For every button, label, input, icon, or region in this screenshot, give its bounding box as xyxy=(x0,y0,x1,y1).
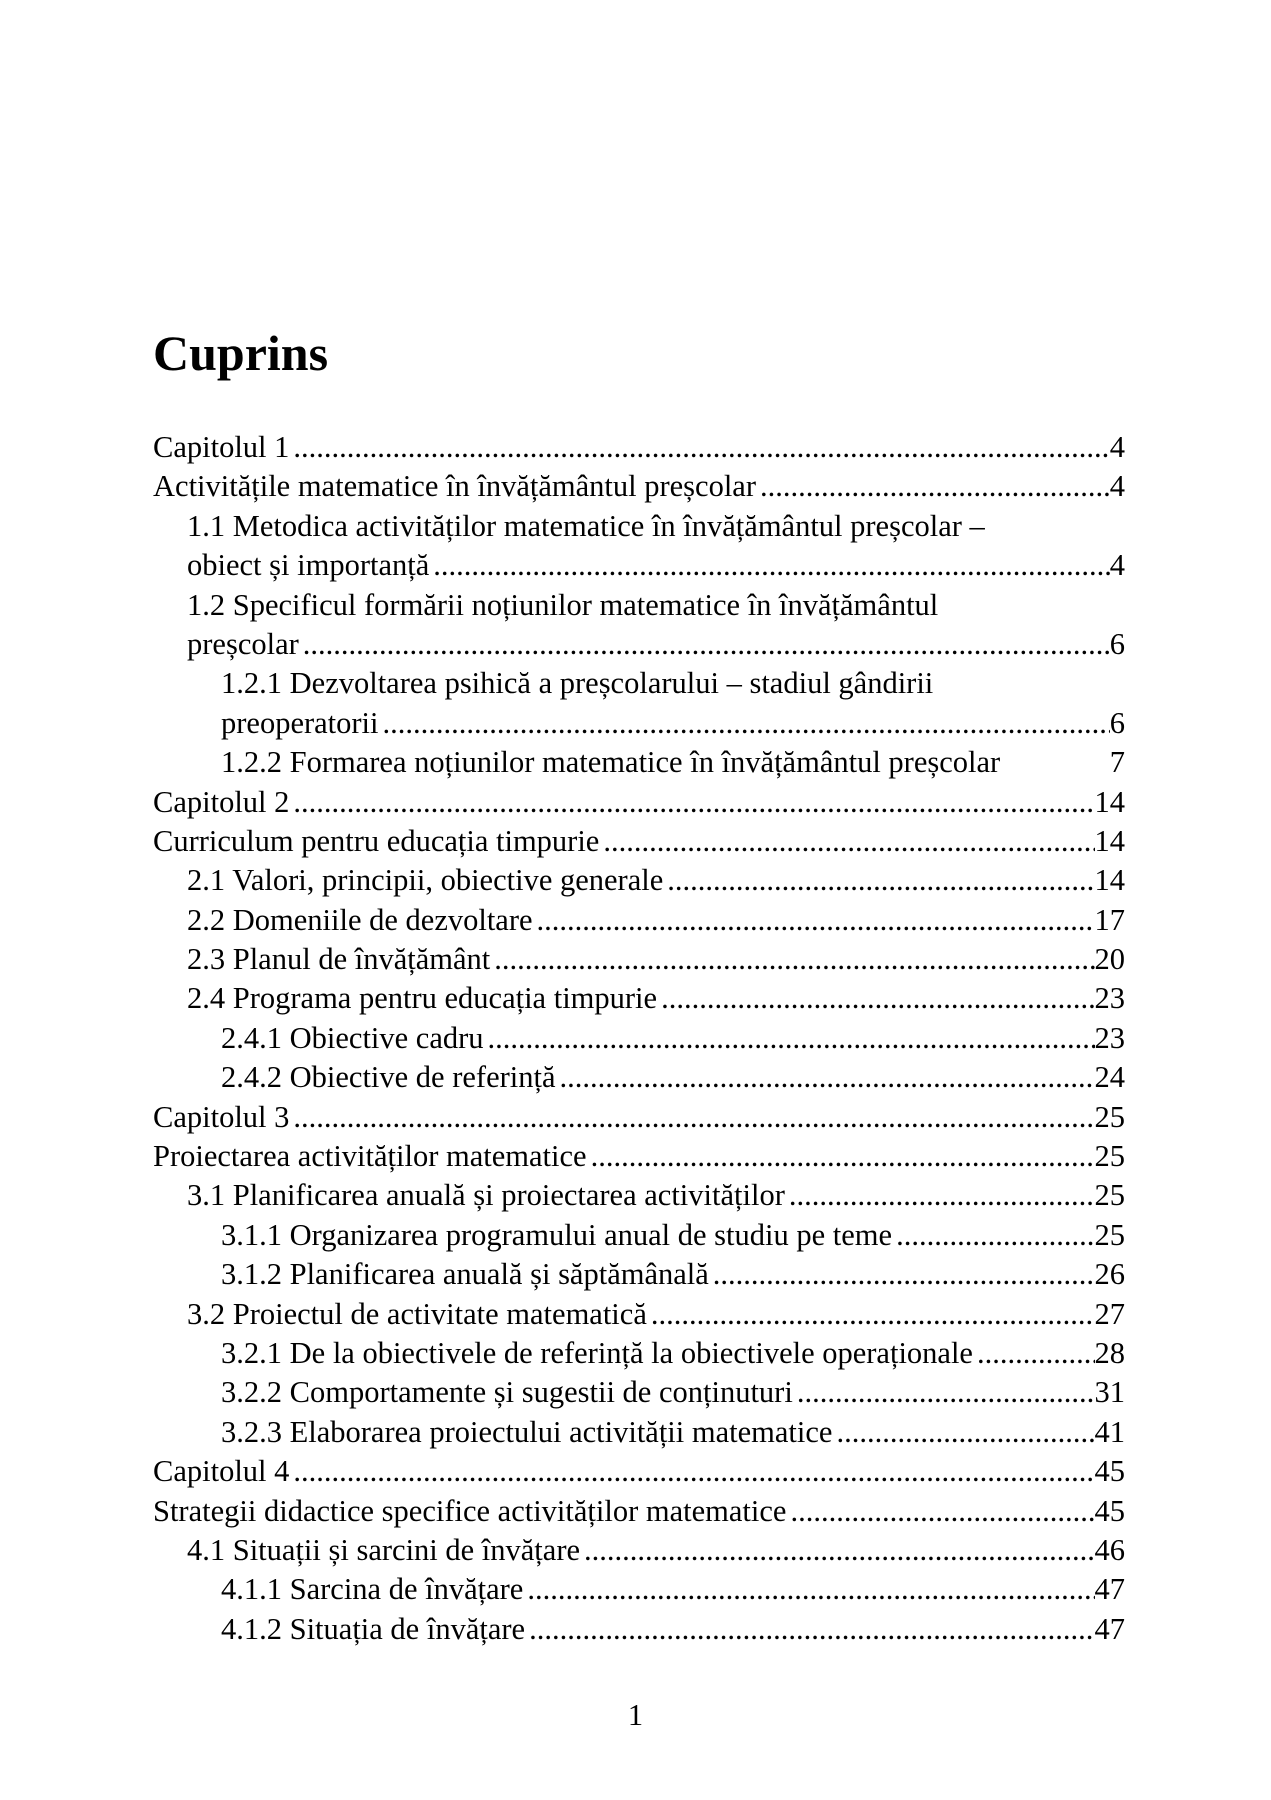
toc-entry-title: 3.1.1 Organizarea programului anual de studiu pe teme xyxy=(221,1217,893,1252)
toc-entry-title: Activitățile matematice în învățământul preșcolar xyxy=(153,469,756,504)
toc-leader-dots xyxy=(793,1373,1095,1412)
toc-entry[interactable] xyxy=(187,1531,1125,1570)
toc-entry-page: 25 xyxy=(1094,1099,1125,1134)
toc-entry[interactable] xyxy=(187,940,1125,979)
page-number: 1 xyxy=(627,1698,644,1732)
toc-entry-page: 23 xyxy=(1094,1020,1125,1055)
toc-entry[interactable] xyxy=(221,1216,1125,1255)
toc-entry[interactable] xyxy=(187,979,1125,1018)
toc-leader-dots xyxy=(484,1019,1095,1058)
toc-entry[interactable] xyxy=(221,1058,1125,1097)
toc-entry-title: 2.1 Valori, principii, obiective generale xyxy=(187,863,664,898)
toc-entry-title: 3.1.2 Planificarea anuală și săptămânală xyxy=(221,1257,709,1292)
toc-entry-title: 1.2.2 Formarea noțiunilor matematice în învățământul preșcolar xyxy=(221,745,1001,780)
toc-entry[interactable] xyxy=(221,664,1125,743)
toc-entry-page: 47 xyxy=(1094,1572,1125,1607)
toc-leader-dots xyxy=(973,1334,1095,1373)
toc-entry-title: preșcolar xyxy=(187,626,299,661)
toc-entry-page: 26 xyxy=(1094,1257,1125,1292)
toc-entry-title-line: 1.1 Metodica activităților matematice în învățământul preșcolar – xyxy=(187,508,985,543)
toc-entry[interactable] xyxy=(187,901,1125,940)
toc-entry-title: Strategii didactice specifice activităților matematice xyxy=(153,1493,787,1528)
toc-entry-page: 46 xyxy=(1094,1532,1125,1567)
toc-leader-dots xyxy=(599,822,1094,861)
toc-entry-page: 28 xyxy=(1094,1335,1125,1370)
toc-entry-page: 17 xyxy=(1094,902,1125,937)
toc-leader-dots xyxy=(299,625,1110,664)
toc-entry-page: 14 xyxy=(1094,784,1125,819)
toc-leader-dots xyxy=(663,861,1094,900)
toc-entry[interactable] xyxy=(187,1295,1125,1334)
toc-entry-title: 4.1.1 Sarcina de învățare xyxy=(221,1572,524,1607)
toc-entry[interactable] xyxy=(221,1019,1125,1058)
toc-entry[interactable] xyxy=(153,1492,1125,1531)
toc-leader-dots xyxy=(379,704,1110,743)
toc-leader-dots xyxy=(525,1610,1094,1649)
toc-leader-dots xyxy=(429,546,1110,585)
toc-entry[interactable] xyxy=(153,467,1125,506)
toc-entry-page: 4 xyxy=(1109,430,1125,464)
table-of-contents xyxy=(153,428,1125,1649)
toc-entry[interactable] xyxy=(221,1373,1125,1412)
toc-leader-dots xyxy=(556,1058,1095,1097)
toc-entry-page: 25 xyxy=(1094,1139,1125,1174)
toc-leader-dots xyxy=(289,1098,1094,1137)
toc-entry-title: 2.2 Domeniile de dezvoltare xyxy=(187,902,533,937)
toc-entry-page: 7 xyxy=(1109,745,1126,780)
toc-leader-dots xyxy=(533,901,1095,940)
toc-entry-page: 4 xyxy=(1109,548,1125,583)
toc-entry-title: Capitolul 3 xyxy=(153,1099,290,1134)
toc-entry-page: 14 xyxy=(1094,863,1125,898)
toc-entry[interactable] xyxy=(153,1137,1125,1176)
toc-entry-title: Proiectarea activităților matematice xyxy=(153,1139,587,1174)
toc-entry-title: Curriculum pentru educația timpurie xyxy=(153,823,600,858)
toc-entry-page: 45 xyxy=(1094,1454,1125,1489)
toc-entry-title-line: 1.2 Specificul formării noțiunilor matematice în învățământul xyxy=(187,587,939,622)
toc-leader-dots xyxy=(1049,743,1102,782)
toc-entry-title-line: 1.2.1 Dezvoltarea psihică a preșcolarului – stadiul gândirii xyxy=(221,666,934,701)
toc-entry[interactable] xyxy=(221,1255,1125,1294)
toc-entry-page: 4 xyxy=(1109,469,1125,504)
toc-entry-page: 14 xyxy=(1094,823,1125,858)
toc-entry[interactable] xyxy=(221,1334,1125,1373)
toc-entry-title: 3.1 Planificarea anuală și proiectarea activităților xyxy=(187,1178,785,1213)
toc-entry-page: 41 xyxy=(1094,1414,1125,1449)
toc-entry[interactable] xyxy=(153,1098,1125,1137)
toc-leader-dots xyxy=(657,979,1094,1018)
toc-entry-title: 3.2.3 Elaborarea proiectului activității matematice xyxy=(221,1414,833,1449)
toc-entry[interactable] xyxy=(153,822,1125,861)
toc-entry-title: 3.2.2 Comportamente și sugestii de conținuturi xyxy=(221,1375,793,1410)
toc-entry[interactable] xyxy=(153,1452,1125,1491)
toc-entry-title: 2.3 Planul de învățământ xyxy=(187,942,491,977)
toc-entry-page: 6 xyxy=(1109,705,1125,740)
toc-entry-page: 27 xyxy=(1094,1296,1125,1331)
toc-entry-title: obiect și importanță xyxy=(187,548,430,583)
toc-entry-page: 23 xyxy=(1094,981,1125,1016)
toc-entry-title: 2.4.1 Obiective cadru xyxy=(221,1020,484,1055)
toc-entry[interactable] xyxy=(153,783,1125,822)
toc-entry[interactable] xyxy=(221,743,1125,782)
toc-leader-dots xyxy=(832,1413,1094,1452)
toc-entry-title: 2.4 Programa pentru educația timpurie xyxy=(187,981,658,1016)
toc-leader-dots xyxy=(490,940,1094,979)
toc-entry-title: 3.2 Proiectul de activitate matematică xyxy=(187,1296,647,1331)
toc-entry-page: 25 xyxy=(1094,1178,1125,1213)
toc-entry-page: 45 xyxy=(1094,1493,1125,1528)
toc-entry-title: Capitolul 4 xyxy=(153,1454,290,1489)
toc-entry-title: preoperatorii xyxy=(221,705,379,740)
toc-leader-dots xyxy=(709,1255,1095,1294)
toc-entry[interactable] xyxy=(221,1413,1125,1452)
toc-entry[interactable] xyxy=(187,507,1125,586)
toc-entry-title: 3.2.1 De la obiectivele de referință la obiectivele operaționale xyxy=(221,1335,973,1370)
toc-leader-dots xyxy=(786,1492,1094,1531)
toc-entry-title: 4.1.2 Situația de învățare xyxy=(221,1611,526,1646)
toc-leader-dots xyxy=(587,1137,1095,1176)
toc-entry[interactable] xyxy=(153,428,1125,467)
toc-entry-title: Capitolul 1 xyxy=(153,430,290,464)
toc-entry-title: 2.4.2 Obiective de referință xyxy=(221,1060,556,1095)
toc-entry-page: 6 xyxy=(1109,626,1125,661)
toc-entry-title: 4.1 Situații și sarcini de învățare xyxy=(187,1532,581,1567)
toc-entry-page: 25 xyxy=(1094,1217,1125,1252)
toc-leader-dots xyxy=(647,1295,1095,1334)
page-title: Cuprins xyxy=(153,325,329,381)
toc-leader-dots xyxy=(289,783,1094,822)
toc-entry-page: 31 xyxy=(1094,1375,1125,1410)
toc-entry[interactable] xyxy=(221,1570,1125,1609)
toc-entry[interactable] xyxy=(187,586,1125,665)
toc-leader-dots xyxy=(289,1452,1094,1491)
toc-entry[interactable] xyxy=(187,1176,1125,1215)
toc-entry[interactable] xyxy=(187,861,1125,900)
toc-leader-dots xyxy=(580,1531,1094,1570)
toc-entry-page: 24 xyxy=(1094,1060,1125,1095)
toc-entry-title: Capitolul 2 xyxy=(153,784,290,819)
toc-leader-dots xyxy=(289,428,1109,467)
toc-leader-dots xyxy=(756,467,1110,506)
toc-leader-dots xyxy=(523,1570,1094,1609)
toc-entry[interactable] xyxy=(221,1610,1125,1649)
toc-entry-page: 47 xyxy=(1094,1611,1125,1646)
toc-leader-dots xyxy=(892,1216,1094,1255)
toc-entry-page: 20 xyxy=(1094,942,1125,977)
toc-leader-dots xyxy=(785,1176,1095,1215)
